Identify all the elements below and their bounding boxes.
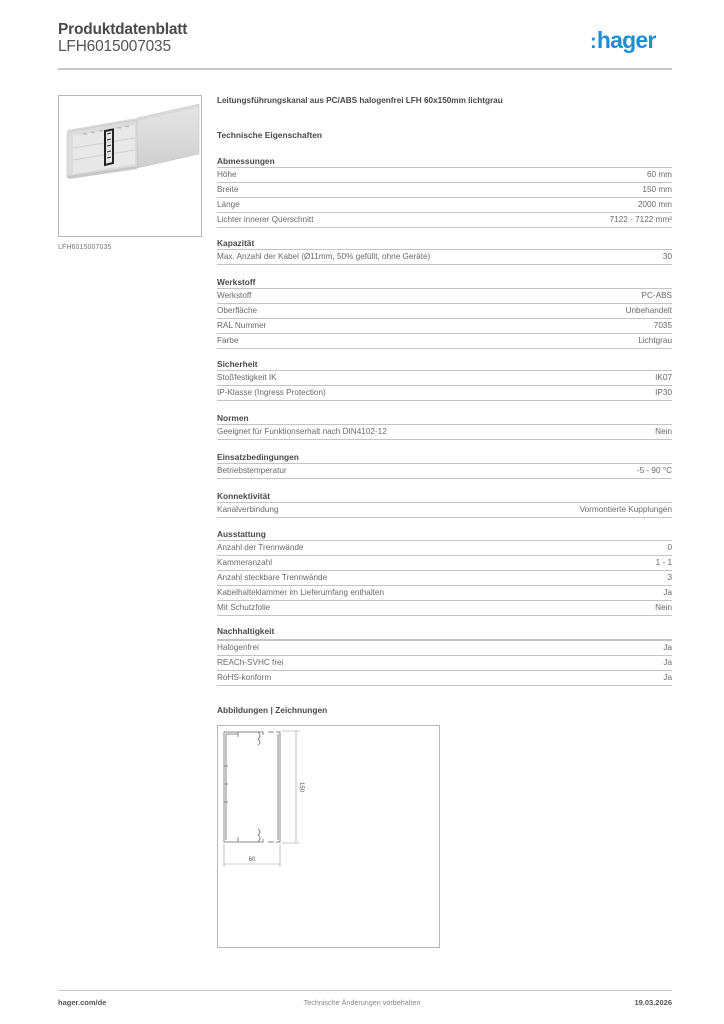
dim-height-label: 150 — [298, 781, 304, 793]
table-row — [217, 371, 672, 386]
table-row — [217, 641, 672, 656]
drawings-heading: Abbildungen | Zeichnungen — [217, 705, 328, 715]
row-label: Oberfläche — [217, 306, 258, 315]
section-title: Ausstattung — [217, 528, 672, 541]
row-label: REACh-SVHC frei — [217, 658, 284, 667]
footer-divider — [58, 990, 672, 991]
row-value: 7035 — [653, 321, 672, 330]
section-konnektivitaet — [217, 490, 672, 518]
table-row — [217, 425, 672, 440]
table-row — [217, 586, 672, 601]
section-werkstoff — [217, 276, 672, 349]
product-code: LFH6015007035 — [58, 38, 171, 55]
section-normen — [217, 412, 672, 440]
table-row — [217, 541, 672, 556]
logo-colon-icon: : — [590, 31, 596, 53]
page-title: Produktdatenblatt — [58, 21, 188, 38]
row-value: Ja — [663, 588, 672, 597]
row-value: Nein — [655, 427, 672, 436]
table-row — [217, 168, 672, 183]
row-value: 150 mm — [642, 185, 672, 194]
section-title: Konnektivität — [217, 490, 672, 503]
section-nachhaltigkeit — [217, 625, 672, 686]
table-row — [217, 386, 672, 401]
row-label: Lichter innerer Querschnitt — [217, 215, 314, 224]
section-sicherheit — [217, 358, 672, 401]
footer-notice: Technische Änderungen vorbehalten — [303, 998, 421, 1007]
section-ausstattung — [217, 528, 672, 616]
table-row — [217, 464, 672, 479]
section-kapazitaet — [217, 237, 672, 265]
row-value: 0 — [667, 543, 672, 552]
row-label: Betriebstemperatur — [217, 466, 287, 475]
row-value: 60 mm — [646, 170, 672, 179]
row-value: Ja — [663, 673, 672, 682]
table-row — [217, 319, 672, 334]
section-abmessungen — [217, 155, 672, 228]
dim-width-label: 60 — [248, 857, 256, 863]
section-title: Kapazität — [217, 237, 672, 250]
technical-drawing — [217, 725, 440, 948]
row-label: RAL Nummer — [217, 321, 267, 330]
table-row — [217, 671, 672, 686]
row-label: Anzahl der Trennwände — [217, 543, 304, 552]
table-row — [217, 503, 672, 518]
product-image — [58, 95, 202, 237]
table-row — [217, 601, 672, 616]
row-value: 30 — [662, 252, 672, 261]
row-label: Geeignet für Funktionserhalt nach DIN4102-12 — [217, 427, 387, 436]
row-value: 1 - 1 — [655, 558, 672, 567]
table-row — [217, 198, 672, 213]
row-label: Breite — [217, 185, 239, 194]
tech-properties-heading: Technische Eigenschaften — [217, 130, 323, 140]
row-label: IP-Klasse (Ingress Protection) — [217, 388, 326, 397]
row-value: Lichtgrau — [638, 336, 672, 345]
row-value: Nein — [655, 603, 672, 612]
section-einsatzbedingungen — [217, 451, 672, 479]
row-value: IK07 — [655, 373, 672, 382]
duct-cross-section-icon — [218, 726, 439, 947]
row-label: Stoßfestigkeit IK — [217, 373, 277, 382]
row-label: Max. Anzahl der Kabel (Ø11mm, 50% gefüllt, ohne Geräte) — [217, 252, 431, 261]
table-row — [217, 183, 672, 198]
row-label: Kammeranzahl — [217, 558, 273, 567]
logo-text: hager — [596, 27, 656, 53]
table-row — [217, 334, 672, 349]
row-label: Kanalverbindung — [217, 505, 279, 514]
section-title: Abmessungen — [217, 155, 672, 168]
row-label: Anzahl steckbare Trennwände — [217, 573, 328, 582]
section-title: Werkstoff — [217, 276, 672, 289]
footer-date: 19.03.2026 — [634, 998, 672, 1007]
row-label: Länge — [217, 200, 240, 209]
row-label: Farbe — [217, 336, 239, 345]
row-label: Höhe — [217, 170, 237, 179]
header-divider — [58, 68, 672, 70]
row-value: 3 — [667, 573, 672, 582]
row-value: 7122 - 7122 mm² — [609, 215, 672, 224]
section-title: Einsatzbedingungen — [217, 451, 672, 464]
footer-website-link[interactable]: hager.com/de — [58, 998, 107, 1007]
table-row — [217, 556, 672, 571]
row-value: 2000 mm — [637, 200, 672, 209]
table-row — [217, 213, 672, 228]
image-caption: LFH6015007035 — [58, 244, 112, 251]
table-row — [217, 656, 672, 671]
product-description: Leitungsführungskanal aus PC/ABS halogenfrei LFH 60x150mm lichtgrau — [217, 96, 503, 105]
table-row — [217, 571, 672, 586]
row-value: -5 - 90 °C — [636, 466, 672, 475]
section-title: Sicherheit — [217, 358, 672, 371]
row-label: Mit Schutzfolie — [217, 603, 271, 612]
row-value: IP30 — [655, 388, 672, 397]
row-value: Ja — [663, 643, 672, 652]
cable-duct-photo-icon — [59, 96, 201, 236]
row-label: RoHS-konform — [217, 673, 272, 682]
section-title: Normen — [217, 412, 672, 425]
table-row — [217, 250, 672, 265]
row-value: Unbehandelt — [625, 306, 672, 315]
table-row — [217, 289, 672, 304]
row-label: Halogenfrei — [217, 643, 259, 652]
row-label: Kabelhalteklammer im Lieferumfang enthalten — [217, 588, 385, 597]
row-label: Werkstoff — [217, 291, 252, 300]
row-value: Vormontierte Kupplungen — [579, 505, 672, 514]
row-value: Ja — [663, 658, 672, 667]
section-title: Nachhaltigkeit — [217, 625, 672, 641]
row-value: PC-ABS — [641, 291, 672, 300]
table-row — [217, 304, 672, 319]
hager-logo — [590, 29, 656, 52]
